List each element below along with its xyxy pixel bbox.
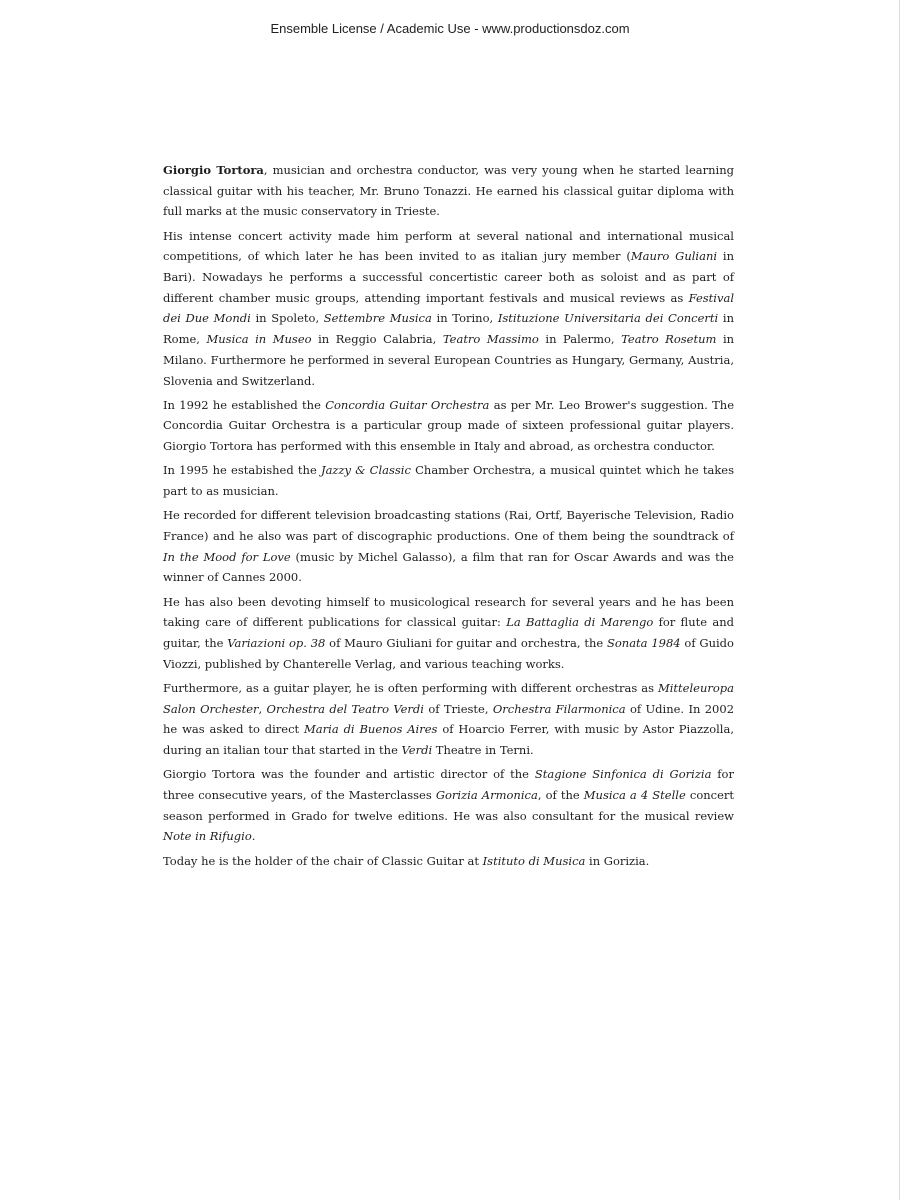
license-header: Ensemble License / Academic Use - www.productionsdoz.com — [270, 21, 630, 36]
text-run: of Hoarcio Ferrer, with music by Astor Piazzolla, during an italian tour that started in the — [163, 722, 734, 757]
italic-title: Musica in Museo — [206, 332, 312, 347]
bio-paragraph-6 — [163, 592, 734, 675]
text-run: Furthermore, as a guitar player, he is often performing with different orchestras as — [163, 680, 658, 695]
text-run: Today he is the holder of the chair of Classic Guitar at — [163, 853, 483, 868]
text-run: , — [258, 701, 267, 716]
italic-title: Gorizia Armonica — [435, 787, 538, 802]
text-run: in Bari). Nowadays he performs a successful concertistic career both as soloist and as part of different chamber music groups, attending important festivals and musical reviews as — [163, 249, 734, 305]
text-run: for three consecutive years, of the Masterclasses — [163, 767, 734, 802]
text-run: in Palermo, — [538, 332, 622, 347]
italic-title: Orchestra Filarmonica — [492, 701, 626, 716]
text-run: in Milano. Furthermore he performed in several European Countries as Hungary, Germany, Austria, Slovenia and Switzerland. — [163, 332, 735, 388]
italic-title: Variazioni op. 38 — [227, 635, 326, 650]
bio-paragraph-1 — [163, 160, 734, 222]
italic-title: Maria di Buenos Aires — [304, 722, 438, 737]
text-run: He recorded for different television broadcasting stations (Rai, Ortf, Bayerische Television, Radio France) and he also was part of discographic productions. One of them being the soundtrack of — [163, 508, 734, 543]
italic-title: Istituto di Musica — [482, 853, 586, 868]
text-run: In 1995 he estabished the — [163, 463, 321, 478]
italic-title: Orchestra del Teatro Verdi — [266, 701, 424, 716]
italic-title: Teatro Rosetum — [621, 332, 717, 347]
italic-title: La Battaglia di Marengo — [506, 615, 654, 630]
text-run: Giorgio Tortora was the founder and artistic director of the — [163, 767, 535, 782]
italic-title: Musica a 4 Stelle — [583, 787, 686, 802]
text-run: Theatre in Terni. — [432, 742, 534, 757]
italic-title: Concordia Guitar Orchestra — [325, 397, 490, 412]
text-run: for flute and guitar, the — [163, 615, 734, 650]
text-run: concert season performed in Grado for twelve editions. He was also consultant for the musical review — [163, 787, 735, 823]
bio-paragraph-7 — [163, 678, 734, 761]
text-run: (music by Michel Galasso), a film that ran for Oscar Awards and was the winner of Cannes 2000. — [163, 549, 734, 585]
italic-title: Teatro Massimo — [442, 332, 539, 347]
italic-title: Istituzione Universitaria dei Concerti — [497, 311, 719, 326]
bio-paragraph-9 — [163, 851, 734, 872]
italic-title: Jazzy & Classic — [320, 463, 411, 478]
text-run: of Trieste, — [423, 701, 493, 716]
text-run: in Reggio Calabria, — [311, 332, 443, 347]
text-run: , of the — [537, 787, 584, 802]
text-run: of Udine. In 2002 he was asked to direct — [163, 701, 735, 737]
italic-title: Stagione Sinfonica di Gorizia — [534, 767, 712, 782]
italic-title: Note in Rifugio — [163, 829, 252, 844]
text-run: He has also been devoting himself to musicological research for several years and he has been taking care of different publications for classical guitar: — [163, 594, 734, 630]
bio-paragraph-2 — [163, 226, 734, 392]
text-run: in Gorizia. — [585, 853, 650, 868]
text-run: Chamber Orchestra, a musical quintet which he takes part to as musician. — [163, 463, 734, 499]
bio-paragraph-4 — [163, 460, 734, 501]
bio-paragraph-3 — [163, 395, 734, 457]
bio-paragraph-5 — [163, 505, 734, 588]
italic-title: Verdi — [401, 742, 433, 757]
bio-paragraph-8 — [163, 764, 734, 847]
text-run: as per Mr. Leo Brower's suggestion. The Concordia Guitar Orchestra is a particular group made of sixteen professional guitar players. Giorgio Tortora has performed with this ensemble in Italy and abroad, as orchestra conductor. — [163, 397, 735, 454]
bold-name: Giorgio Tortora — [163, 163, 264, 177]
italic-title: Mitteleuropa Salon Orchester — [163, 680, 734, 716]
biography-text — [163, 160, 734, 875]
italic-title: In the Mood for Love — [163, 549, 291, 564]
text-run: in Torino, — [431, 311, 498, 326]
italic-title: Settembre Musica — [323, 311, 432, 326]
text-run: in Spoleto, — [250, 311, 324, 326]
text-run: . — [251, 829, 256, 844]
text-run: His intense concert activity made him perform at several national and international musical competitions, of which later he has been invited to as italian jury member ( — [163, 228, 734, 264]
italic-title: Festival dei Due Mondi — [163, 290, 734, 326]
italic-title: Mauro Guliani — [630, 249, 718, 264]
italic-title: Sonata 1984 — [606, 635, 681, 650]
text-run: in Rome, — [163, 311, 735, 347]
text-run: of Mauro Giuliani for guitar and orchestra, the — [325, 635, 607, 650]
text-run: In 1992 he established the — [163, 397, 326, 412]
text-run: , musician and orchestra conductor, was very young when he started learning classical guitar with his teacher, Mr. Bruno Tonazzi. He earned his classical guitar diploma with full marks at the music conservatory in Trieste. — [163, 163, 734, 219]
text-run: of Guido Viozzi, published by Chanterelle Verlag, and various teaching works. — [163, 635, 734, 671]
